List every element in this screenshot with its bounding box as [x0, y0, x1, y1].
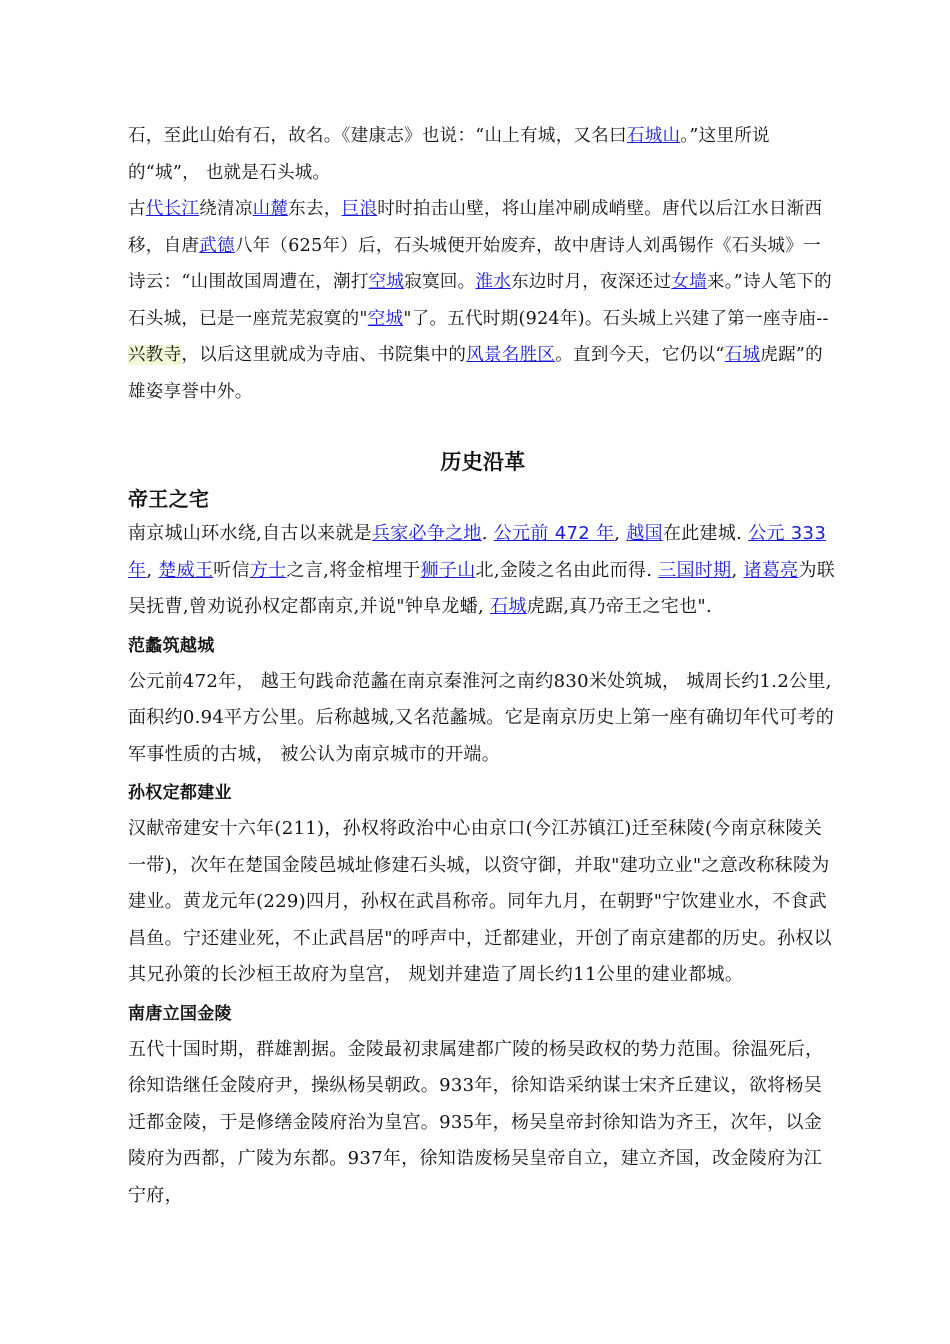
- link-bingjia[interactable]: 兵家必争之地: [371, 523, 482, 544]
- link-sanguoshiqi[interactable]: 三国时期: [658, 559, 732, 581]
- link-nvqiang[interactable]: 女墙: [671, 272, 707, 292]
- section-title: 历史沿革: [440, 450, 526, 474]
- link-gongyuanqian-472[interactable]: 公元前 472 年: [493, 523, 615, 544]
- link-yueguo[interactable]: 越国: [626, 523, 663, 544]
- heading-sunquan: 孙权定都建业: [128, 783, 232, 803]
- intro-paragraph-1: 石，至此山始有石，故名。《建康志》也说：“山上有城，又名曰石城山。”这里所说的“城”， 也就是石头城。: [128, 126, 770, 183]
- heading-nantang: 南唐立国金陵: [128, 1003, 232, 1024]
- fanli-paragraph: 公元前472年， 越王句践命范蠡在南京秦淮河之南约830米处筑城， 城周长约1.2公里,面积约0.94平方公里。后称越城,又名范蠡城。它是南京历史上第一座有确切年代可考的军事性质的古城， 被公认为南京城市的开端。: [128, 670, 835, 765]
- link-huaishui[interactable]: 淮水: [475, 272, 512, 292]
- link-shizishan[interactable]: 狮子山: [420, 559, 476, 581]
- sunquan-paragraph: 汉献帝建安十六年(211)，孙权将政治中心由京口(今江苏镇江)迁至秣陵(今南京秣陵关一带)，次年在楚国金陵邑城址修建石头城，以资守御，并取"建功立业"之意改称秣陵为建业。黄龙元年(229)四月，孙权在武昌称帝。同年九月，在朝野"宁饮建业水，不食武昌鱼。宁还建业死，不止武昌居"的呼声中，迁都建业，开创了南京建都的历史。孙权以其兄孙策的长沙桓王故府为皇宫， 规划并建造了周长约11公里的建业都城。: [128, 818, 832, 985]
- link-chuweiwang[interactable]: 楚威王: [158, 559, 214, 581]
- heading-fanli: 范蠡筑越城: [128, 635, 215, 656]
- link-kongcheng-2[interactable]: 空城: [367, 308, 404, 329]
- link-fangshi[interactable]: 方士: [249, 559, 287, 581]
- nantang-paragraph: 五代十国时期，群雄割据。金陵最初隶属建都广陵的杨吴政权的势力范围。徐温死后，徐知诰继任金陵府尹，操纵杨吴朝政。933年，徐知诰采纳谋士宋齐丘建议，欲将杨吴迁都金陵，于是修缮金陵府治为皇宫。935年，杨吴皇帝封徐知诰为齐王，次年，以金陵府为西都，广陵为东都。937年，徐知诰废杨吴皇帝自立，建立齐国，改金陵府为江宁府，: [128, 1038, 824, 1206]
- link-daichangjiang[interactable]: 代长江: [145, 199, 200, 219]
- link-julang[interactable]: 巨浪: [341, 199, 378, 219]
- link-shicheng[interactable]: 石城: [724, 345, 761, 365]
- document-page: [128, 118, 838, 1214]
- link-gongyuan-333[interactable]: 公元 333 年: [128, 523, 827, 581]
- highlight-xingjiaosi: 兴教寺: [128, 345, 182, 365]
- link-fengjingmingshengqu[interactable]: 风景名胜区: [466, 345, 556, 365]
- link-zhugeliang[interactable]: 诸葛亮: [743, 559, 799, 581]
- link-wude[interactable]: 武德: [199, 235, 235, 256]
- link-kongcheng[interactable]: 空城: [368, 272, 405, 292]
- heading-emperor: 帝王之宅: [128, 487, 210, 511]
- emperor-paragraph: 南京城山环水绕,自古以来就是兵家必争之地. 公元前 472 年, 越国在此建城. 公元 333 年, 楚威王听信方士之言,将金棺埋于狮子山北,金陵之名由此而得. 三国时期, 诸葛亮为联吴抚曹,曾劝说孙权定都南京,并说"钟阜龙蟠, 石城虎踞,真乃帝王之宅也".: [128, 523, 836, 617]
- link-shanlu[interactable]: 山麓: [252, 199, 289, 219]
- intro-paragraph-2: 古代长江绕清凉山麓东去，巨浪时时拍击山壁，将山崖冲刷成峭壁。唐代以后江水日渐西移，自唐武德八年（625年）后，石头城便开始废弃，故中唐诗人刘禹锡作《石头城》一诗云：“山围故国周遭在，潮打空城寂寞回。淮水东边时月，夜深还过女墙来。”诗人笔下的石头城，已是一座荒芜寂寞的"空城"了。五代时期(924年)。石头城上兴建了第一座寺庙--兴教寺，以后这里就成为寺庙、书院集中的风景名胜区。直到今天，它仍以“石城虎踞”的雄姿享誉中外。: [128, 199, 832, 402]
- link-shichengshan[interactable]: 石城山: [626, 126, 681, 146]
- link-shicheng-2[interactable]: 石城: [490, 596, 527, 617]
